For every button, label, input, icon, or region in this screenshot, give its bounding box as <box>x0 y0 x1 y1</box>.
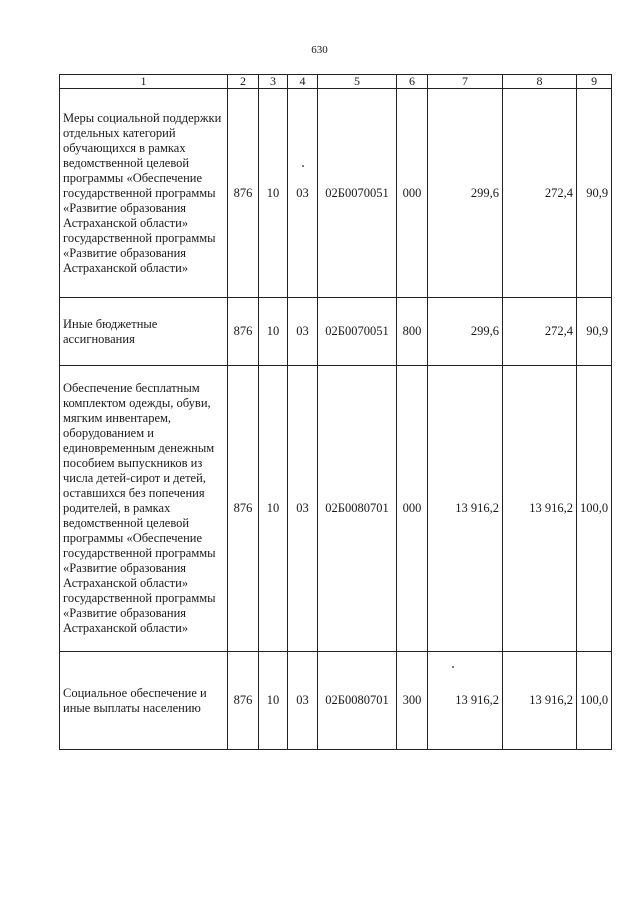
row-col6: 300 <box>397 652 428 750</box>
scan-speck <box>452 666 454 668</box>
row-col4: 03 <box>288 89 318 298</box>
row-col9: 90,9 <box>577 89 612 298</box>
table-row <box>60 652 612 750</box>
row-description: Иные бюджетные ассигнования <box>60 298 228 366</box>
row-col3: 10 <box>259 298 288 366</box>
row-col7: 299,6 <box>428 89 503 298</box>
header-cell-5: 5 <box>318 75 397 89</box>
row-col7: 13 916,2 <box>428 366 503 652</box>
row-col3: 10 <box>259 652 288 750</box>
row-description: Меры социальной поддержки отдельных категорий обучающихся в рамках ведомственной целевой программы «Обеспечение государственной программы «Развитие образования Астраханской области» государственной программы «Развитие образования Астраханской области» <box>60 89 228 298</box>
header-cell-3: 3 <box>259 75 288 89</box>
row-col8: 13 916,2 <box>503 652 577 750</box>
header-cell-2: 2 <box>228 75 259 89</box>
row-col5: 02Б0070051 <box>318 298 397 366</box>
row-col3: 10 <box>259 89 288 298</box>
row-col5: 02Б0080701 <box>318 652 397 750</box>
row-description: Обеспечение бесплатным комплектом одежды, обуви, мягким инвентарем, оборудованием и единовременным денежным пособием выпускников из числа детей-сирот и детей, оставшихся без попечения родителей, в рамках ведомственной целевой программы «Обеспечение государственной программы «Развитие образования Астраханской области» государственной программы «Развитие образования Астраханской области» <box>60 366 228 652</box>
row-col9: 100,0 <box>577 652 612 750</box>
header-row <box>60 75 612 89</box>
header-cell-9: 9 <box>577 75 612 89</box>
row-col2: 876 <box>228 652 259 750</box>
row-col9: 90,9 <box>577 298 612 366</box>
page-number: 630 <box>311 44 328 56</box>
row-col4: 03 <box>288 366 318 652</box>
row-description: Социальное обеспечение и иные выплаты населению <box>60 652 228 750</box>
row-col2: 876 <box>228 366 259 652</box>
row-col6: 000 <box>397 366 428 652</box>
row-col8: 13 916,2 <box>503 366 577 652</box>
header-cell-8: 8 <box>503 75 577 89</box>
budget-table <box>59 74 612 750</box>
table-row <box>60 89 612 298</box>
scan-speck <box>302 165 304 167</box>
header-cell-7: 7 <box>428 75 503 89</box>
table-row <box>60 298 612 366</box>
row-col3: 10 <box>259 366 288 652</box>
row-col6: 000 <box>397 89 428 298</box>
row-col8: 272,4 <box>503 89 577 298</box>
row-col4: 03 <box>288 298 318 366</box>
header-cell-4: 4 <box>288 75 318 89</box>
row-col2: 876 <box>228 89 259 298</box>
row-col7: 13 916,2 <box>428 652 503 750</box>
row-col8: 272,4 <box>503 298 577 366</box>
header-cell-6: 6 <box>397 75 428 89</box>
header-cell-1: 1 <box>60 75 228 89</box>
row-col9: 100,0 <box>577 366 612 652</box>
row-col7: 299,6 <box>428 298 503 366</box>
row-col6: 800 <box>397 298 428 366</box>
row-col2: 876 <box>228 298 259 366</box>
row-col5: 02Б0070051 <box>318 89 397 298</box>
row-col5: 02Б0080701 <box>318 366 397 652</box>
table-row <box>60 366 612 652</box>
row-col4: 03 <box>288 652 318 750</box>
